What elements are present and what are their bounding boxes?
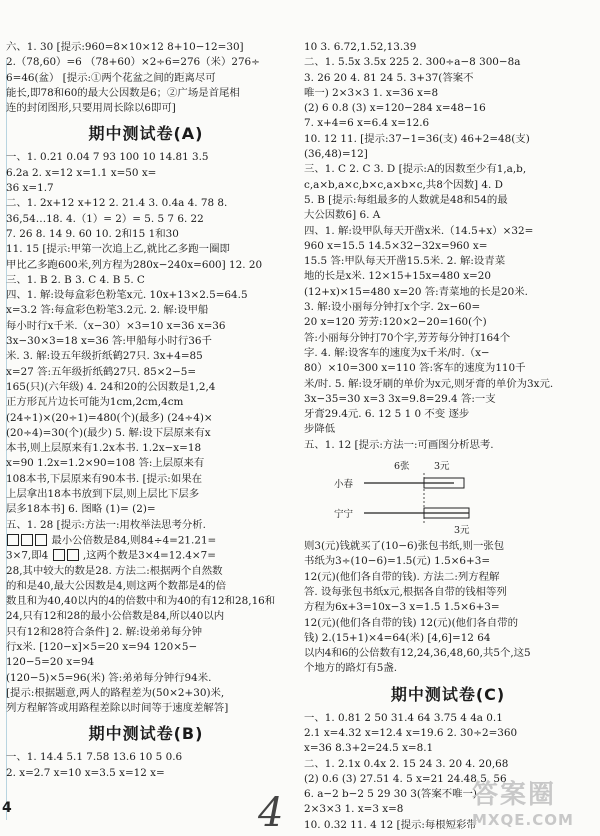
answer-line: 行x米. [120−x]×5=20 x=94 120×5−: [6, 640, 198, 653]
answer-line: x=3.2 答:每盒彩色粉笔3.2元. 2. 解:设甲船: [6, 304, 209, 317]
answer-line: 7. x+4=6 x=6.4 x=12.6: [304, 117, 430, 130]
segment-diagram: [304, 453, 592, 539]
label-3yuan-bottom: 3元: [454, 525, 470, 537]
answer-line: 36 x=1.7: [6, 182, 54, 195]
answer-line: 步降低: [304, 423, 336, 436]
answer-line: c,a×b,a×c,b×c,a×b×c,共8个因数] 4. D: [304, 178, 503, 191]
answer-line: 2.1 x=4.32 x=12.4 x=19.6 2. 30÷2=360: [304, 726, 518, 739]
answer-text: 最小公倍数是84,则84÷4=21.21=: [51, 534, 217, 547]
answer-line: 6.2a 2. x=12 x=1.1 x=50 x=: [6, 166, 157, 179]
box-grid-icon: [6, 533, 48, 548]
section-heading-b: 期中测试卷(B): [88, 724, 204, 744]
section-five-answers: [6, 564, 286, 717]
answer-line: 答. 设每张包书纸x元,根据各自带的钱相等列: [304, 585, 507, 598]
section-heading-c: 期中测试卷(C): [390, 684, 506, 704]
answer-line: 三、1. B 2. B 3. C 4. B 5. C: [6, 273, 145, 286]
answer-line: [6, 533, 286, 548]
answer-line: 三、1. C 2. C 3. D [提示:A的因数至少有1,a,b,: [304, 163, 527, 176]
answer-line: 方程为6x+3=10x−3 x=1.5 1.5×6+3=: [304, 601, 500, 614]
answer-line: 数且和为40,40以内的4的倍数中和为40的有12和28,16和: [6, 595, 276, 608]
answer-line: 二、1. 2x+12 x+12 2. 21.4 3. 0.4a 4. 78 8.: [6, 197, 228, 210]
label-ningning: 宁宁: [334, 509, 354, 521]
answer-line: x=27 答:五年级折纸鹤27只. 85×2−5=: [6, 365, 197, 378]
answer-line: 唯一) 2×3×3 1. x=36 x=8: [304, 86, 439, 99]
answer-line: 个地方的路灯有5盏.: [304, 662, 398, 675]
answer-line: 能长,即78和60的最大公因数是6；②广场是首尾相: [6, 86, 240, 99]
answer-line: 15.5 答:甲队每天开凿15.5米. 2. 解:设青菜: [304, 255, 506, 268]
handwritten-mark: 4: [258, 790, 284, 836]
answer-line: 五、1. 12 [提示:方法一:可画图分析思考.: [304, 438, 494, 451]
answer-line: 10 3. 6.72,1.52,13.39: [304, 41, 417, 53]
answer-line: 连的封闭图形,只要用周长除以6即可]: [6, 102, 176, 115]
answer-line: (36,48)=12]: [304, 148, 368, 161]
answer-text: ,这两个数是3×4=12.4×7=: [82, 549, 216, 562]
answer-line: 120−5=20 x=94: [6, 656, 95, 669]
answer-line: 10. 0.32 11. 4 12 [提示:每根短彩带: [304, 818, 477, 831]
answer-line: 本书,则上层原来有1.2x本书. 1.2x−x=18: [6, 442, 202, 455]
answer-line: 一、1. 0.81 2 50 31.4 64 3.75 4 4a 0.1: [304, 711, 503, 724]
answer-line: 地的长是x米. 12×15+15x=480 x=20: [304, 270, 491, 283]
answer-text: 3×7,即4: [6, 549, 49, 562]
answer-line: 五、1. 28 [提示:方法一:用枚举法思考分析.: [6, 518, 206, 531]
answer-line: 只有12和28符合条件] 2. 解:设弟弟每分钟: [6, 625, 202, 638]
answer-line: 960 x=15.5 14.5×32−32x=960 x=: [304, 239, 488, 252]
answer-line: 108本书,下层原来有90本书. [提示:如果在: [6, 472, 202, 485]
answer-line: 10. 12 11. [提示:37−1=36(支) 46+2=48(支): [304, 132, 530, 145]
answer-line: 四、1. 解:设每盒彩色粉笔x元. 10x+13×2.5=64.5: [6, 289, 248, 302]
answer-line: 上层拿出18本书放到下层,则上层比下层多: [6, 488, 200, 501]
answer-line: 二、1. 5.5x 3.5x 225 2. 300÷a−8 300−8a: [304, 56, 521, 69]
answer-line: 牙膏29.4元. 6. 12 5 1 0 不变 逐步: [304, 408, 470, 421]
answer-line: 以内4和6的公倍数有12,24,36,48,60,共5个,这5: [304, 647, 531, 660]
answer-line: 的和是40,最大公因数是4,则这两个数都是4的倍: [6, 579, 227, 592]
answer-line: 3. 解:设小丽每分钟打x个字. 2x−60=: [304, 301, 481, 314]
page-number: 4: [2, 800, 12, 816]
right-top-answers: [304, 40, 592, 438]
answer-line: 书纸为3÷(10−6)=1.5(元) 1.5×6+3=: [304, 555, 491, 568]
answer-line: 一、1. 14.4 5.1 7.58 13.6 10 5 0.6: [6, 751, 183, 764]
answer-line: (24÷1)×(20÷1)=480(个)(最多) (24÷4)×: [6, 411, 213, 424]
answer-line: 165(只)(六年级) 4. 24和20的公因数是1,2,4: [6, 380, 216, 393]
answer-line: 层多18本书] 6. 图略 (1)= (2)=: [6, 503, 156, 516]
right-column: [304, 40, 592, 833]
answer-line: (20÷4)=30(个)(最少) 5. 解:设下层原来有x: [6, 426, 211, 439]
answer-line: 36,54…18. 4.（1）= 2）= 5. 5 7 6. 22: [6, 212, 204, 225]
answer-line: 四、1. 解:设甲队每天开凿x米.（14.5+x）×32=: [304, 224, 534, 237]
answer-line: 12(元)(他们各自带的钱) 12(元)(他们各自带的: [304, 616, 518, 629]
answer-line: 7. 26 8. 14 9. 60 10. 2和15 1和30: [6, 227, 179, 240]
right-after-diagram-answers: [304, 539, 592, 677]
answer-line: 2×3×3 1. x=3 x=8: [304, 803, 404, 816]
label-3yuan-top: 3元: [434, 461, 450, 473]
answer-line: 3x−30×3=18 x=36 答:甲船每小时行36千: [6, 335, 212, 348]
watermark-logo: [472, 774, 594, 832]
section-a-answers: [6, 150, 286, 517]
answer-line: 一、1. 0.21 0.04 7 93 100 10 14.81 3.5: [6, 151, 209, 164]
answer-line: 二、1. 2.1x 0.4x 2. 15 24 3. 20 4. 20,68: [304, 757, 509, 770]
watermark-url: MXQE.COM: [472, 811, 574, 829]
answer-line: 11. 15 [提示:甲第一次追上乙,就比乙多跑一圈即: [6, 243, 230, 256]
answer-line: (2) 0.6 (3) 27.51 4. 5 x=21 24.48 5. 56: [304, 772, 507, 785]
answer-line: 28,其中较大的数是28. 方法二:根据两个自然数: [6, 564, 223, 577]
answer-line: 米/时. 5. 解:设牙刷的单价为x元,则牙膏的单价为3x元.: [304, 377, 554, 390]
answer-line: 6=46(盆） [提示:①两个花盆之间的距离尽可: [6, 71, 216, 84]
answer-line: 20 x=120 芳芳:120×2−20=160(个): [304, 316, 487, 329]
answer-line: 则3(元)钱就买了(10−6)张包书纸,则一张包: [304, 540, 505, 553]
answer-line: 5. B [提示:每组最多的人数就是48和54的最: [304, 193, 508, 206]
answer-line: 字. 4. 解:设客车的速度为x千米/时.（x−: [304, 346, 490, 359]
section-heading-a: 期中测试卷(A): [88, 124, 204, 144]
answer-line: 2. x=2.7 x=10 x=3.5 x=12 x=: [6, 766, 165, 779]
answer-line: (12+x)×15=480 x=20 答:青菜地的长是20米.: [304, 285, 528, 298]
answer-line: [6, 548, 286, 563]
watermark-text: 答案圈: [472, 780, 557, 810]
answer-line: x=36 8.3+2=24.5 x=8.1: [304, 742, 434, 755]
answer-line: 正方形瓦片边长可能为1cm,2cm,4cm: [6, 396, 184, 409]
label-xiaochun: 小春: [334, 479, 354, 491]
label-6zhang: 6张: [394, 461, 410, 473]
answer-line: x=90 1.2x=1.2×90=108 答:上层原来有: [6, 457, 205, 470]
answer-line: 3x−35=30 x=3 3x=9.8=29.4 答:一支: [304, 392, 496, 405]
answer-line: 六、1. 30 [提示:960=8×10×12 8+10−12=30]: [6, 41, 244, 53]
answer-line: 每小时行x千米.（x−30）×3=10 x=36 x=36: [6, 319, 226, 332]
answer-line: 6. a−2 b−2 5 29 30 3(答案不唯一): [304, 788, 477, 801]
answer-line: 答:小丽每分钟打70个字,芳芳每分钟打164个: [304, 331, 511, 344]
answer-line: 列方程解答或用路程差除以时间等于速度差解答]: [6, 702, 229, 715]
answer-line: 2.（78,60）=6 （78+60）×2÷6=276（米）276÷: [6, 56, 260, 69]
answer-line: 80）×10=300 x=110 答:客车的速度为110千: [304, 362, 526, 375]
answer-line: 甲比乙多跑600米,列方程为280x−240x=600] 12. 20: [6, 258, 263, 271]
answer-line: 米. 3. 解:设五年级折纸鹤27只. 3x+4=85: [6, 350, 203, 363]
answer-line: [提示:根据题意,两人的路程差为(50×2+30)米,: [6, 686, 225, 699]
answer-line: (120−5)×5=96(米) 答:弟弟每分钟行94米.: [6, 671, 212, 684]
left-column: [6, 40, 286, 781]
answer-line: (2) 6 0.8 (3) x=120−284 x=48−16: [304, 102, 486, 115]
answer-line: 钱) 2.(15+1)×4=64(米) [4,6]=12 64: [304, 631, 491, 644]
answer-line: 3. 26 20 4. 81 24 5. 3+37(答案不: [304, 71, 474, 84]
answer-line: 大公因数6] 6. A: [304, 209, 381, 222]
section-b-answers: [6, 750, 286, 781]
answer-line: 24,只有12和28的最小公倍数是84,所以40以内: [6, 610, 225, 623]
box-grid-icon: [52, 548, 80, 563]
answer-line: 12(元)(他们各自带的钱). 方法二:列方程解: [304, 570, 500, 583]
